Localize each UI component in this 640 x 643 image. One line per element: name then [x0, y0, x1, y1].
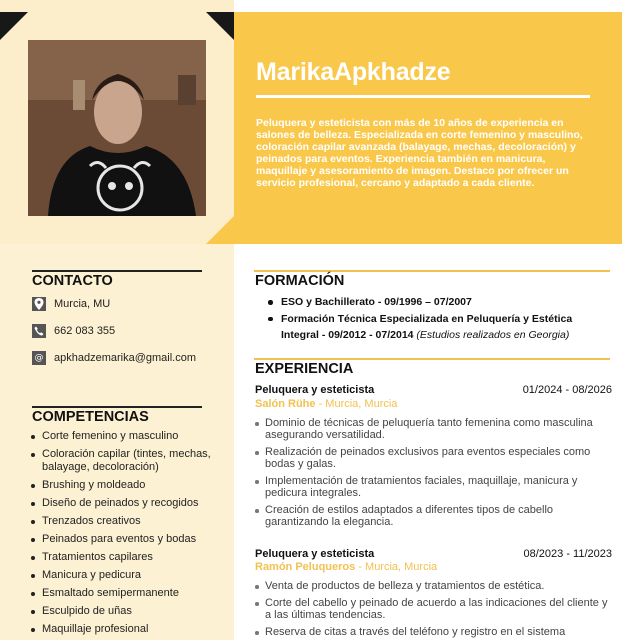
skill-item: Brushing y moldeado [30, 479, 230, 492]
job-title: Peluquera y esteticista [255, 548, 375, 560]
profile-photo [28, 40, 206, 216]
section-rule [254, 358, 610, 360]
location-pin-icon [32, 297, 46, 311]
job-bullet: Venta de productos de belleza y tratamientos de estética. [254, 580, 614, 592]
contact-title: CONTACTO [32, 273, 113, 289]
job-company [255, 398, 397, 410]
profile-summary: Peluquera y esteticista con más de 10 años de experiencia en salones de belleza. Especializada en corte femenino y masculino, coloración capilar avanzada (balayage, mechas, decoloración) y peinados para eventos. Experiencia también en manicura, maquillaje y asesoramiento de imagen. Destaco por ofrecer un servicio profesional, cercano y adaptado a cada cliente. [256, 117, 583, 189]
education-item-main: ESO y Bachillerato - 09/1996 – 07/2007 [281, 296, 472, 308]
job-title: Peluquera y esteticista [255, 384, 375, 396]
name-underline [256, 95, 590, 98]
profile-photo-illustration [28, 40, 206, 216]
company-name: Salón Rühe [255, 398, 316, 410]
candidate-name: MarikaApkhadze [256, 58, 451, 86]
company-location: - Murcia, Murcia [315, 398, 398, 410]
section-rule [254, 270, 610, 272]
job-bullet: Creación de estilos adaptados a diferentes tipos de cabello garantizando la elegancia. [254, 504, 614, 528]
section-rule [32, 270, 202, 272]
contact-phone-text: 662 083 355 [54, 325, 116, 337]
skill-item: Trenzados creativos [30, 515, 230, 528]
job-bullet: Reserva de citas a través del teléfono y registro en el sistema [254, 626, 614, 638]
job-bullet: Dominio de técnicas de peluquería tanto femenina como masculina asegurando versatilidad. [254, 417, 614, 441]
education-list [266, 294, 612, 344]
skill-item: Diseño de peinados y recogidos [30, 497, 230, 510]
skill-item: Corte femenino y masculino [30, 430, 230, 443]
skill-item: Maquillaje profesional [30, 623, 230, 636]
company-name: Ramón Peluqueros [255, 561, 356, 573]
contact-phone [32, 323, 115, 339]
contact-location [32, 296, 110, 312]
education-item [266, 294, 612, 311]
job-bullet: Corte del cabello y peinado de acuerdo a las indicaciones del cliente y a las últimas tendencias. [254, 597, 614, 621]
job-company [255, 561, 437, 573]
education-item-main: Formación Técnica Especializada en Peluquería y Estética Integral - 09/2012 - 07/2014 [281, 312, 573, 341]
contact-email-text[interactable]: apkhadzemarika@gmail.com [54, 352, 197, 364]
education-item [266, 311, 612, 344]
skills-list [30, 430, 230, 641]
job-bullet: Realización de peinados exclusivos para eventos especiales como bodas y galas. [254, 446, 614, 470]
skill-item: Tratamientos capilares [30, 551, 230, 564]
skill-item: Esculpido de uñas [30, 605, 230, 618]
photo-frame-corner [206, 216, 234, 244]
job-dates: 08/2023 - 11/2023 [523, 548, 612, 560]
at-sign-icon: @ [32, 351, 46, 365]
job-dates: 01/2024 - 08/2026 [522, 384, 612, 396]
skill-item: Coloración capilar (tintes, mechas, balayage, decoloración) [30, 448, 230, 473]
experience-title: EXPERIENCIA [255, 361, 354, 377]
photo-frame-corner [0, 12, 28, 40]
skill-item: Manicura y pedicura [30, 569, 230, 582]
skill-item: Esmaltado semipermanente [30, 587, 230, 600]
section-rule [32, 406, 202, 408]
skill-item: Peinados para eventos y bodas [30, 533, 230, 546]
job-bullets [254, 417, 614, 533]
job-bullet: Implementación de tratamientos faciales, maquillaje, manicura y pedicura integrales. [254, 475, 614, 499]
photo-frame-corner [206, 12, 234, 40]
contact-location-text: Murcia, MU [54, 298, 111, 310]
education-title: FORMACIÓN [255, 273, 345, 289]
phone-icon [32, 324, 46, 338]
education-item-note: (Estudios realizados en Georgia) [416, 329, 570, 341]
company-location: - Murcia, Murcia [355, 561, 438, 573]
skills-title: COMPETENCIAS [32, 409, 149, 425]
job-bullets [254, 580, 614, 643]
contact-email[interactable] [32, 350, 196, 366]
